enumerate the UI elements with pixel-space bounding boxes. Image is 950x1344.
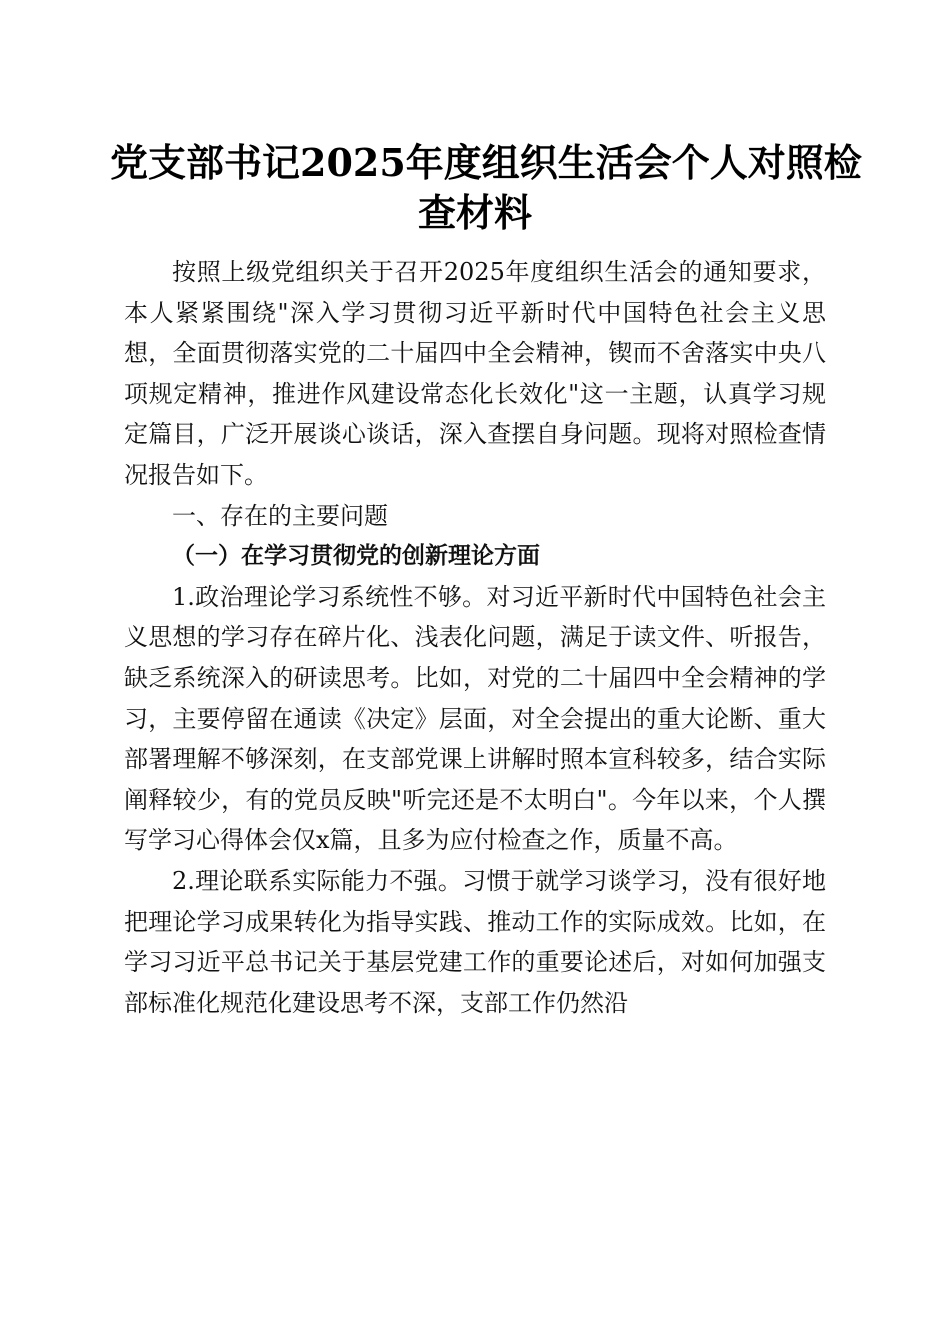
- title-line-1: 党支部书记2025年度组织生活会个人对照检: [110, 140, 862, 185]
- document-body: [124, 252, 826, 1023]
- item-paragraph-2: 2.理论联系实际能力不强。习惯于就学习谈学习，没有很好地把理论学习成果转化为指导实践、推动工作的实际成效。比如，在学习习近平总书记关于基层党建工作的重要论述后，对如何加强支部标准化规范化建设思考不深，支部工作仍然沿: [124, 866, 826, 1017]
- subsection-heading: （一）在学习贯彻党的创新理论方面: [172, 542, 540, 570]
- intro-paragraph: 按照上级党组织关于召开2025年度组织生活会的通知要求，本人紧紧围绕"深入学习贯彻习近平新时代中国特色社会主义思想，全面贯彻落实党的二十届四中全会精神，锲而不舍落实中央八项规定精神，推进作风建设常态化长效化"这一主题，认真学习规定篇目，广泛开展谈心谈话，深入查摆自身问题。现将对照检查情况报告如下。: [124, 258, 826, 489]
- item-paragraph-1: 1.政治理论学习系统性不够。对习近平新时代中国特色社会主义思想的学习存在碎片化、浅表化问题，满足于读文件、听报告，缺乏系统深入的研读思考。比如，对党的二十届四中全会精神的学习，主要停留在通读《决定》层面，对全会提出的重大论断、重大部署理解不够深刻，在支部党课上讲解时照本宣科较多，结合实际阐释较少，有的党员反映"听完还是不太明白"。今年以来，个人撰写学习心得体会仅x篇，且多为应付检查之作，质量不高。: [124, 582, 826, 855]
- section-heading: 一、存在的主要问题: [172, 501, 388, 530]
- title-line-2: 查材料: [417, 190, 532, 235]
- document-title: [110, 138, 862, 238]
